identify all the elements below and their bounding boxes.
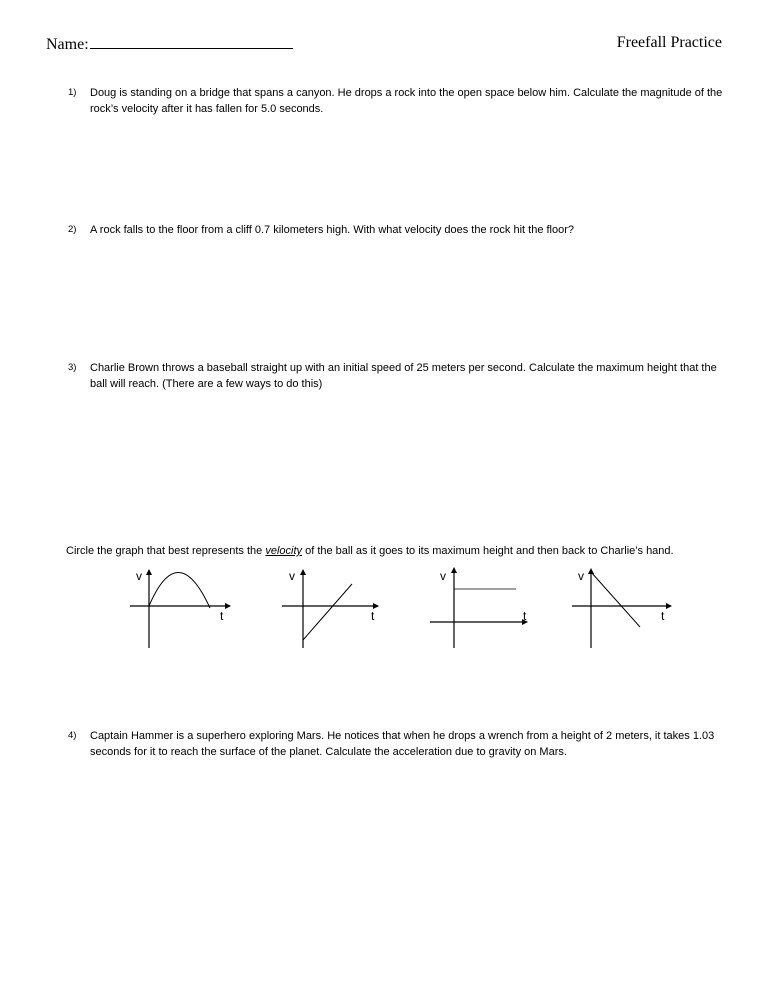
question-2 [68,222,728,238]
question-text: A rock falls to the floor from a cliff 0.7 kilometers high. With what velocity does the rock hit the floor? [90,224,575,236]
y-axis-label: v [289,569,295,583]
name-label: Name: [46,36,89,53]
instruction-emphasis: velocity [265,545,303,557]
graph-option-b[interactable] [282,569,378,648]
graph-option-d[interactable] [572,569,671,648]
worksheet-title: Freefall Practice [616,34,722,51]
graph-option-a[interactable] [130,569,230,648]
velocity-line [591,572,640,627]
question-4 [68,728,728,760]
graph-instruction [66,545,674,557]
instruction-text-before: Circle the graph that best represents the [66,545,266,557]
name-field [46,34,293,54]
question-text: Captain Hammer is a superhero exploring Mars. He notices that when he drops a wrench from a height of 2 meters, it takes 1.03 seconds for it to reach the surface of the planet. Calculate the acceleration due to gravity on Mars. [90,730,715,758]
question-text: Doug is standing on a bridge that spans a canyon. He drops a rock into the open space below him. Calculate the magnitude of the rock’s velocity after it has fallen for 5.0 seconds. [90,87,723,115]
x-axis-label: t [523,609,527,623]
y-axis-label: v [440,569,446,583]
name-blank-line[interactable] [90,34,293,49]
x-axis-label: t [661,609,665,623]
question-number: 4) [68,730,77,741]
question-number: 2) [68,224,77,235]
question-number: 1) [68,87,77,98]
question-1 [68,85,728,117]
x-axis-label: t [220,609,224,623]
velocity-line [303,584,352,640]
velocity-curve [149,572,210,608]
question-3 [68,360,728,392]
velocity-graphs [0,560,768,660]
graph-option-c[interactable] [430,568,527,648]
instruction-text-after: of the ball as it goes to its maximum height and then back to Charlie’s hand. [302,545,674,557]
question-number: 3) [68,362,77,373]
y-axis-label: v [578,569,584,583]
x-axis-label: t [371,609,375,623]
question-text: Charlie Brown throws a baseball straight up with an initial speed of 25 meters per second. Calculate the maximum height that the ball will reach. (There are a few ways to do this) [90,362,717,390]
y-axis-label: v [136,569,142,583]
